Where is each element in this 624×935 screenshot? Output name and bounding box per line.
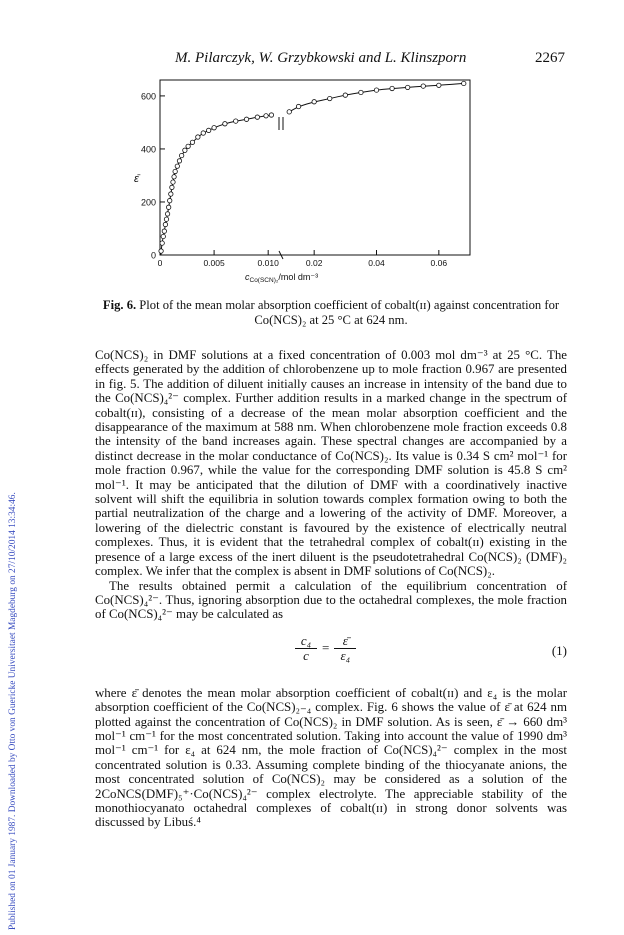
data-point-left-18 — [186, 144, 190, 148]
data-points — [159, 81, 466, 253]
data-point-left-21 — [201, 131, 205, 135]
axis-break — [279, 117, 283, 259]
data-point-left-25 — [234, 119, 238, 123]
data-point-right-5 — [359, 90, 363, 94]
paragraph-2: The results obtained permit a calculation of the equilibrium concentration of Co(NCS)₄²⁻. Thus, ignoring absorption due to the octahedral complexes, the mole fraction of Co(NCS)₄²⁻ may be calculated as — [95, 578, 567, 622]
data-point-left-1 — [160, 241, 164, 245]
data-point-left-6 — [165, 212, 169, 216]
data-point-left-19 — [190, 140, 194, 144]
eq-rhs-denominator: ε₄ — [340, 648, 351, 664]
eq-lhs-numerator: c₄ — [295, 634, 317, 649]
x-axis-label: $c_{Co(SCN)_2}$/mol dm⁻³ — [245, 272, 319, 284]
paragraph-3: where ε̄ denotes the mean molar absorption coefficient of cobalt(ɪɪ) and ε₄ is the molar absorption coefficient of the Co(NCS)₂₋₄ complex. Fig. 6 shows the value of ε̄ at 624 nm plotted against the concentration of Co(NCS)₂ in DMF solution. As is seen, ε̄ → 660 dm³ mol⁻¹ cm⁻¹ for the most concentrated solution. Taking into account the value of 1990 dm³ mol⁻¹ cm⁻¹ for ε₄ at 624 nm, the mole fraction of Co(NCS)₄²⁻ complex in the most concentrated solution is 0.33. Assuming complete binding of the thiocyanate anions, the most concentrated solution of Co(NCS)₂ may be considered as a solution of the 2CoNCS(DMF)₅⁺·Co(NCS)₄²⁻ complex electrolyte. The appreciable stability of the monothiocyanato octahedral complexes of cobalt(ɪɪ) in strong donor solvents was discussed by Libuś.⁴ — [95, 685, 567, 830]
y-tick-label-2: 400 — [140, 144, 156, 155]
data-point-right-1 — [296, 104, 300, 108]
data-point-left-29 — [269, 113, 273, 117]
running-title: M. Pilarczyk, W. Grzybkowski and L. Klinszporn — [175, 50, 467, 66]
y-tick-label-0: 0 — [150, 250, 156, 261]
equation-number: (1) — [551, 642, 567, 658]
x-tick-label-right-2: 0.06 — [430, 258, 448, 268]
paragraph-1: Co(NCS)₂ in DMF solutions at a fixed concentration of 0.003 mol dm⁻³ at 25 °C. The effects generated by the addition of chlorobenzene up to mole fraction 0.967 are presented in fig. 5. The addition of diluent initially causes an increase in intensity of the band due to the Co(NCS)₄²⁻ complex. Further addition results in a marked change in the spectrum of cobalt(ɪɪ), consisting of a decrease of the mean molar absorption coefficient and the disappearance of the maximum at 588 nm. When chlorobenzene mole fraction exceeds 0.8 the intensity of the band increases again. These spectral changes are accompanied by a distinct decrease in the molar conductance of Co(NCS)₂. Its value is 0.34 S cm² mol⁻¹ for mole fraction 0.967, while the value for the corresponding DMF solution is 45.8 S cm² mol⁻¹. It may be anticipated that the dilution of DMF with a coordinatively inactive solvent will shift the equilibria in solution towards complex formation owing to both the partial neutralization of the charge and a lowering of the activity of DMF. Moreover, a lowering of the dielectric constant is favoured by the existence of electrically neutral complexes. Thus, it is evident that the tetrahedral complex of cobalt(ɪɪ) existing in the presence of a large excess of the inert diluent is the pseudotetrahedral Co(NCS)₂ (DMF)₂ complex. We infer that the complex is absent in DMF solutions of Co(NCS)₂. — [95, 348, 567, 579]
data-point-left-23 — [212, 126, 216, 130]
eq-lhs-denominator: c — [303, 648, 309, 664]
x-tick-label-left-2: 0.010 — [257, 258, 279, 268]
fitted-curve-left — [161, 115, 271, 255]
data-point-left-2 — [161, 234, 165, 238]
data-point-right-9 — [421, 84, 425, 88]
data-point-left-14 — [175, 164, 179, 168]
data-point-right-11 — [462, 81, 466, 85]
y-axis-label: ε̄ — [134, 173, 139, 185]
eq-equals: = — [322, 640, 330, 656]
data-point-left-20 — [196, 135, 200, 139]
data-point-right-8 — [405, 85, 409, 89]
x-tick-label-right-0: 0.02 — [305, 258, 323, 268]
x-tick-label-left-0: 0 — [157, 258, 163, 268]
figure-caption — [95, 298, 567, 328]
data-point-right-2 — [312, 100, 316, 104]
data-point-left-12 — [172, 175, 176, 179]
data-point-left-16 — [179, 153, 183, 157]
data-point-left-0 — [159, 249, 163, 253]
data-point-left-28 — [264, 114, 268, 118]
caption-text: Plot of the mean molar absorption coefficient of cobalt(ɪɪ) against concentration for Co(NCS)₂ at 25 °C at 624 nm. — [139, 298, 560, 327]
data-point-left-3 — [162, 229, 166, 233]
plot-frame — [160, 80, 470, 255]
data-point-right-7 — [390, 86, 394, 90]
data-point-right-10 — [437, 83, 441, 87]
download-watermark: Published on 01 January 1987. Downloaded by Otto von Guericke Universitaet Magdeburg on 27/10/2014 13:34:46. — [8, 492, 18, 930]
data-point-left-8 — [168, 198, 172, 202]
page-number: 2267 — [535, 50, 565, 66]
data-point-left-9 — [169, 192, 173, 196]
data-point-left-26 — [244, 117, 248, 121]
data-point-left-22 — [206, 128, 210, 132]
equation-1 — [95, 630, 567, 680]
data-point-left-27 — [255, 115, 259, 119]
x-tick-label-right-1: 0.04 — [368, 258, 385, 268]
data-point-left-10 — [170, 185, 174, 189]
data-point-left-4 — [163, 222, 167, 226]
x-tick-label-left-1: 0.005 — [203, 258, 225, 268]
data-point-right-4 — [343, 93, 347, 97]
body-text — [95, 348, 567, 830]
data-point-left-11 — [171, 180, 175, 184]
data-point-left-5 — [164, 217, 168, 221]
x-axis — [158, 250, 448, 268]
eq-rhs-numerator: ε̄ — [334, 634, 356, 649]
figure-6-plot — [0, 0, 624, 300]
data-point-right-0 — [287, 110, 291, 114]
data-point-left-17 — [183, 148, 187, 152]
data-point-left-13 — [173, 169, 177, 173]
data-point-left-7 — [166, 205, 170, 209]
data-point-right-3 — [328, 96, 332, 100]
data-point-right-6 — [374, 88, 378, 92]
caption-label: Fig. 6. — [102, 298, 137, 312]
data-point-left-24 — [223, 122, 227, 126]
y-tick-label-1: 200 — [140, 197, 156, 208]
data-point-left-15 — [177, 159, 181, 163]
y-tick-label-3: 600 — [140, 91, 156, 102]
